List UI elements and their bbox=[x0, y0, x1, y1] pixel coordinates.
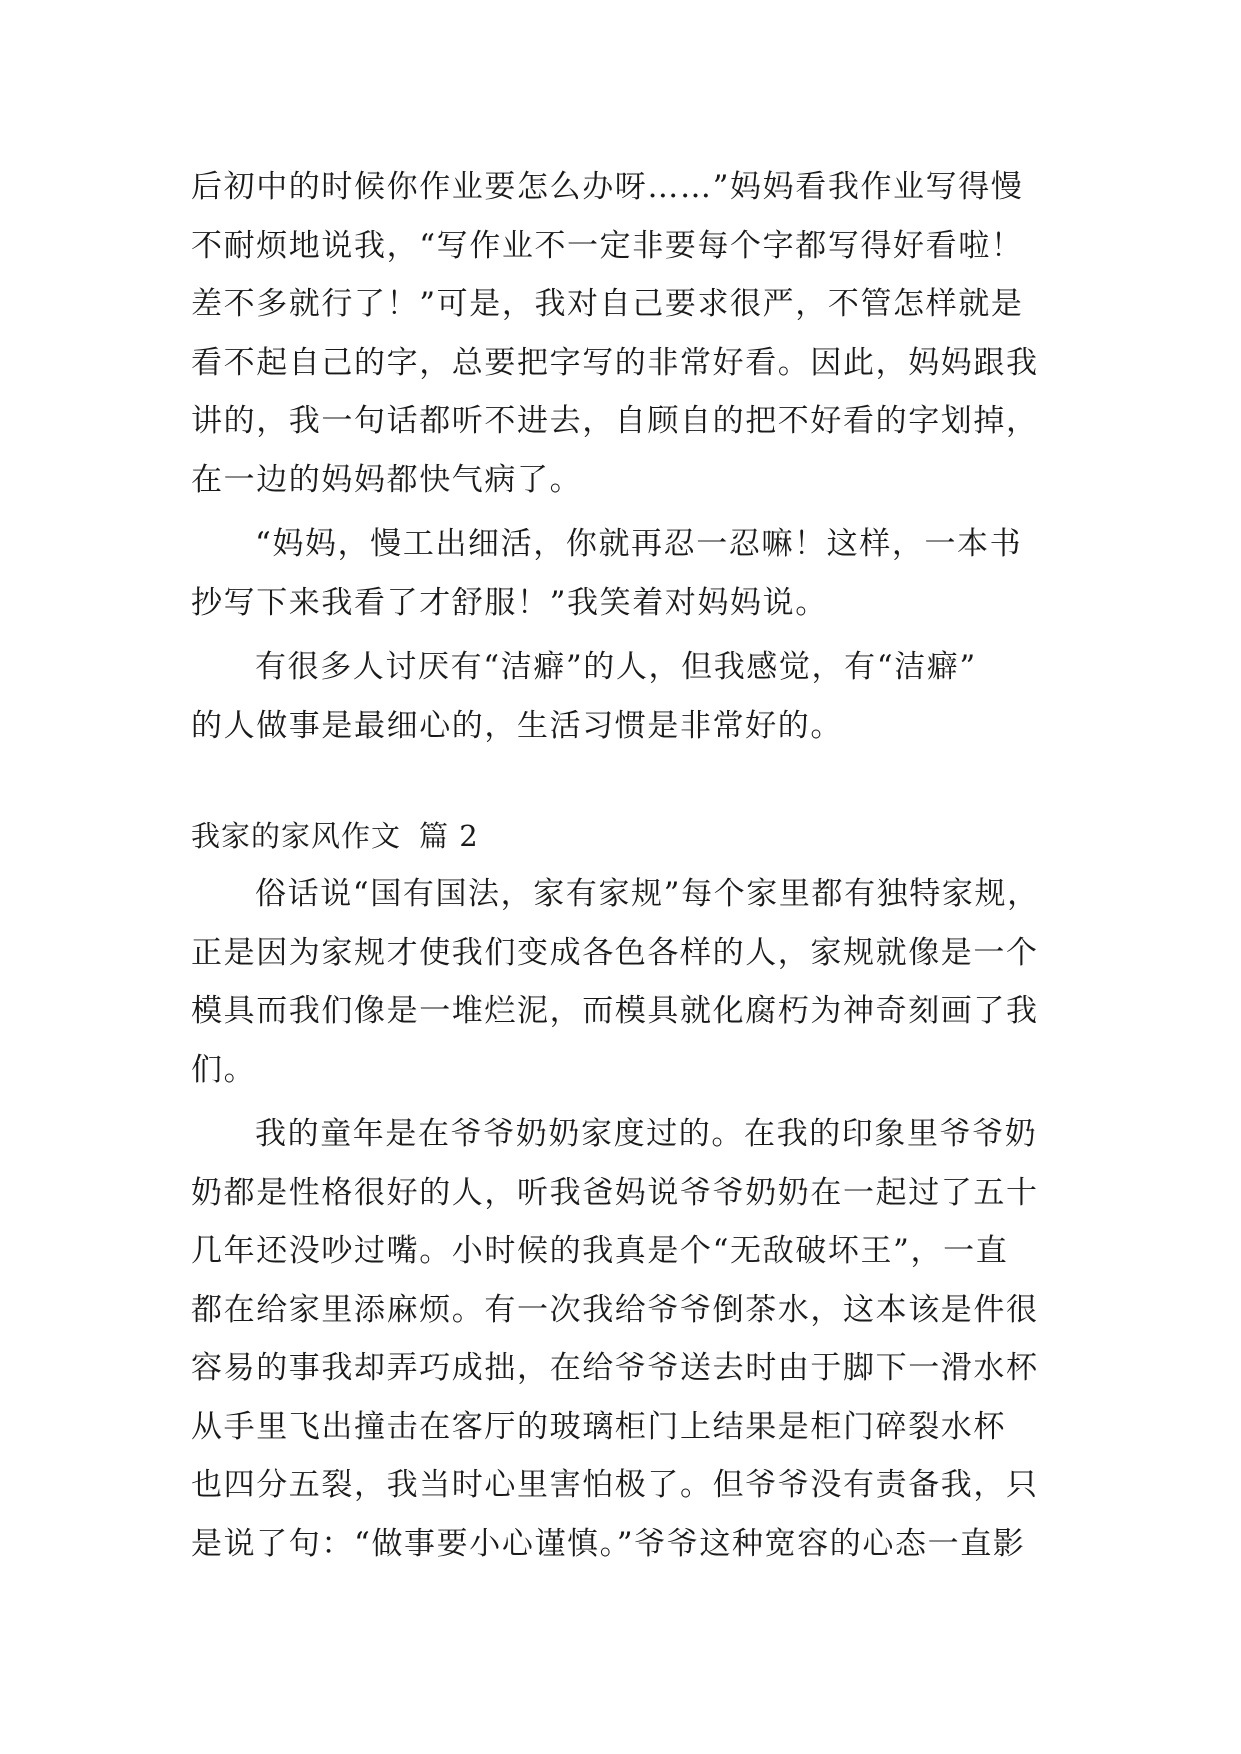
section-heading bbox=[191, 807, 1061, 865]
section-number: 篇 2 bbox=[419, 819, 479, 853]
text-line: 几年还没吵过嘴。小时候的我真是个“无敌破坏王”，一直 bbox=[191, 1233, 1009, 1269]
text-line: 从手里飞出撞击在客厅的玻璃柜门上结果是柜门碎裂水杯 bbox=[191, 1408, 1006, 1445]
document-body bbox=[191, 158, 1061, 1573]
paragraph bbox=[191, 865, 1061, 1099]
paragraph bbox=[191, 1105, 1061, 1573]
paragraph bbox=[191, 158, 1061, 509]
text-line: 容易的事我却弄巧成拙，在给爷爷送去时由于脚下一滑水杯 bbox=[191, 1350, 1039, 1386]
text-line: 抄写下来我看了才舒服！”我笑着对妈妈说。 bbox=[191, 584, 828, 621]
text-line: 也四分五裂，我当时心里害怕极了。但爷爷没有责备我，只 bbox=[191, 1467, 1039, 1503]
text-line: 在一边的妈妈都快气病了。 bbox=[191, 461, 583, 498]
section-title: 我家的家风作文 bbox=[191, 819, 402, 853]
text-line: 不耐烦地说我，“写作业不一定非要每个字都写得好看啦！ bbox=[191, 227, 1024, 264]
text-line: 后初中的时候你作业要怎么办呀……”妈妈看我作业写得慢 bbox=[191, 169, 1024, 205]
text-line: 们。 bbox=[191, 1051, 257, 1088]
text-line: “妈妈，慢工出细活，你就再忍一忍嘛！这样，一本书 bbox=[255, 526, 1023, 562]
text-line: 都在给家里添麻烦。有一次我给爷爷倒茶水，这本该是件很 bbox=[191, 1291, 1039, 1328]
text-line: 俗话说“国有国法，家有家规”每个家里都有独特家规， bbox=[255, 876, 1040, 912]
text-line: 的人做事是最细心的，生活习惯是非常好的。 bbox=[191, 707, 843, 744]
text-line: 看不起自己的字，总要把字写的非常好看。因此，妈妈跟我 bbox=[191, 344, 1039, 381]
text-line: 是说了句：“做事要小心谨慎。”爷爷这种宽容的心态一直影 bbox=[191, 1525, 1026, 1562]
text-line: 我的童年是在爷爷奶奶家度过的。在我的印象里爷爷奶 bbox=[255, 1116, 1038, 1152]
text-line: 正是因为家规才使我们变成各色各样的人，家规就像是一个 bbox=[191, 934, 1039, 971]
text-line: 模具而我们像是一堆烂泥，而模具就化腐朽为神奇刻画了我 bbox=[191, 993, 1039, 1029]
text-line: 有很多人讨厌有“洁癖”的人，但我感觉，有“洁癖” bbox=[255, 649, 977, 685]
paragraph bbox=[191, 638, 1061, 755]
text-line: 差不多就行了！”可是，我对自己要求很严，不管怎样就是 bbox=[191, 286, 1024, 322]
text-line: 讲的，我一句话都听不进去，自顾自的把不好看的字划掉， bbox=[191, 403, 1039, 439]
paragraph bbox=[191, 515, 1061, 632]
text-line: 奶都是性格很好的人，听我爸妈说爷爷奶奶在一起过了五十 bbox=[191, 1174, 1039, 1211]
